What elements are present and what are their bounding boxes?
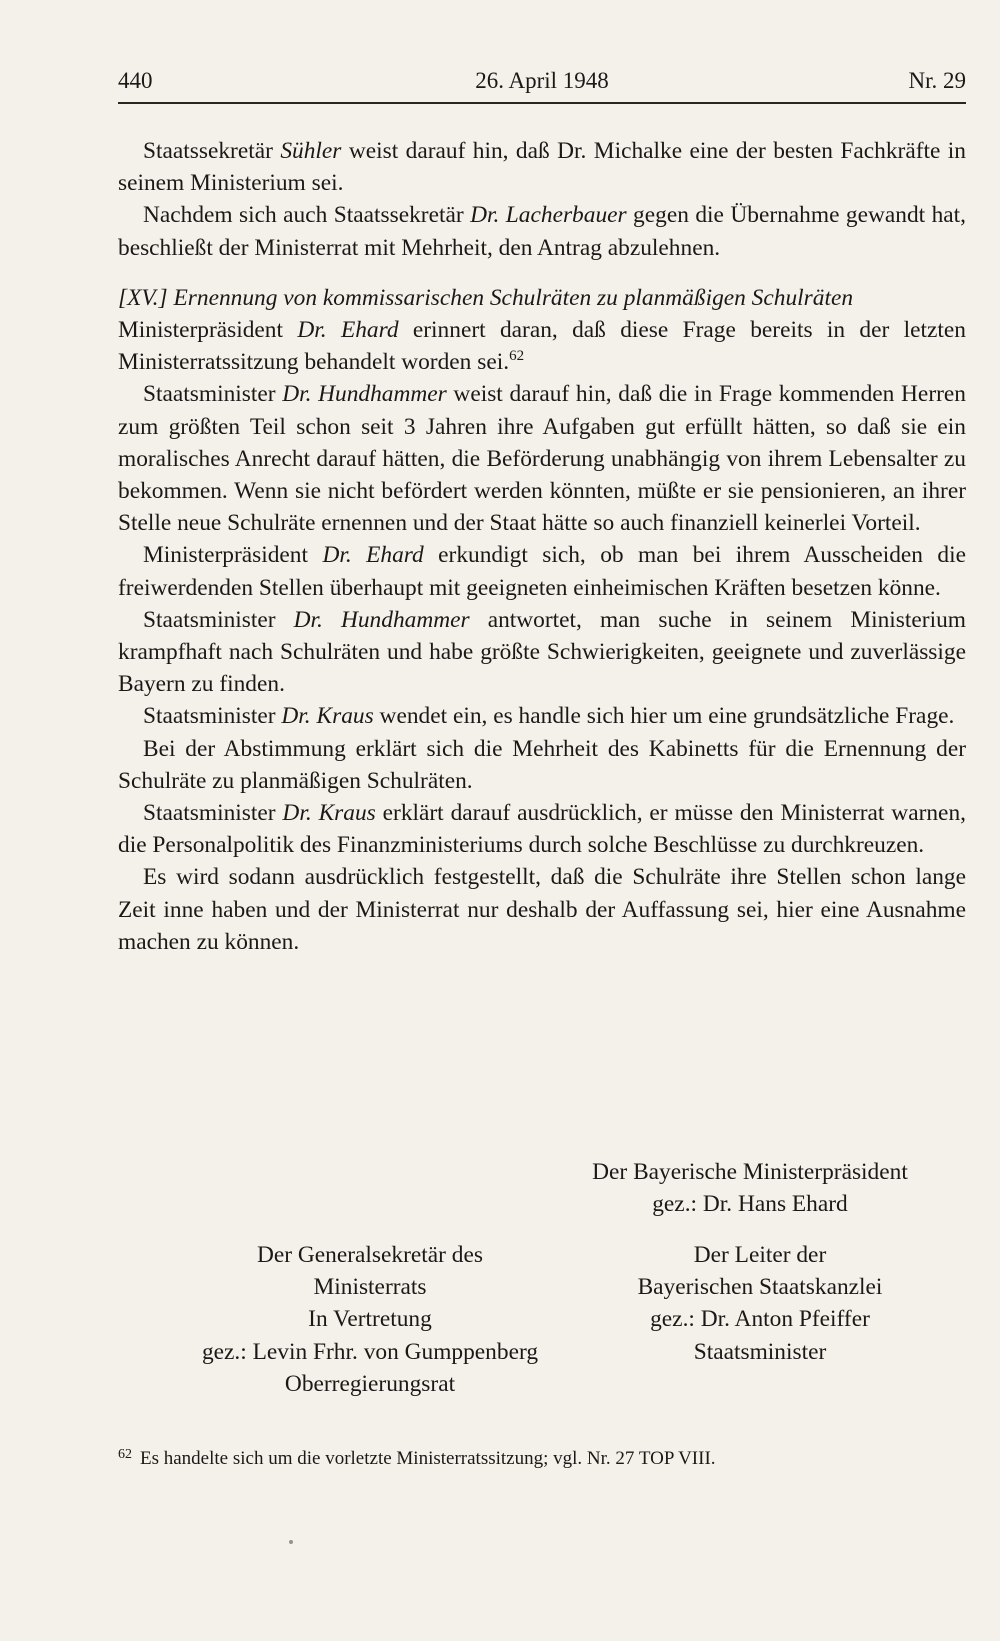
document-body xyxy=(118,135,966,958)
speaker-title: Dr. xyxy=(281,703,311,730)
speaker-name: Hundhammer xyxy=(340,606,470,633)
speaker-title: Dr. xyxy=(297,317,327,344)
footnote-ref: 62 xyxy=(509,348,525,365)
issue-number: Nr. 29 xyxy=(908,68,966,93)
speaker-title: Dr. xyxy=(470,202,500,229)
paragraph-lacherbauer: Nachdem sich auch Staatssekretär Dr. Lacherbauer gegen die Übernahme gewandt hat, beschließt der Ministerrat mit Mehrheit, den Antrag abzulehnen. xyxy=(118,202,966,261)
paragraph-suhler: Staatssekretär Sühler weist darauf hin, daß Dr. Michalke eine der besten Fachkräfte in seinem Ministerium sei. xyxy=(118,138,966,197)
section-heading xyxy=(118,282,966,314)
speaker-name: Sühler xyxy=(280,138,342,164)
paragraph-ehard-1: Ministerpräsident Dr. Ehard erinnert daran, daß diese Frage bereits in der letzten Ministerratssitzung behandelt worden sei.$^{62}$ xyxy=(118,317,966,376)
paper-speck xyxy=(289,1540,293,1544)
speaker-name: Lacherbauer xyxy=(505,202,627,229)
speaker-title: Dr. xyxy=(282,381,312,408)
speaker-name: Kraus xyxy=(318,800,376,827)
paragraph-ehard-2: Ministerpräsident Dr. Ehard erkundigt sich, ob man bei ihrem Ausscheiden die freiwerdenden Stellen überhaupt mit geeigneten einheimischen Kräften besetzen könne. xyxy=(118,542,966,601)
paragraph-vote: Bei der Abstimmung erklärt sich die Mehrheit des Kabinetts für die Ernennung der Schulräte zu planmäßigen Schulräten. xyxy=(118,735,966,794)
signature-president: Der Bayerische Ministerpräsident gez.: Dr. Hans Ehard xyxy=(592,1159,908,1218)
signature-secretary: Der Generalsekretär des Ministerrats In Vertretung gez.: Levin Frhr. von Gumppenberg Oberregierungsrat xyxy=(201,1242,539,1397)
footnote-text: Es handelte sich um die vorletzte Ministerratssitzung; vgl. Nr. 27 TOP VIII. xyxy=(140,1448,716,1469)
signature-chancellery: Der Leiter der Bayerischen Staatskanzlei gez.: Dr. Anton Pfeiffer Staatsminister xyxy=(637,1242,883,1365)
page-header xyxy=(118,62,966,104)
paragraph-conclusion: Es wird sodann ausdrücklich festgestellt, daß die Schulräte ihre Stellen schon lange Zeit inne haben und der Ministerrat nur deshalb der Auffassung sei, hier eine Ausnahme machen zu können. xyxy=(118,864,966,955)
speaker-name: Kraus xyxy=(316,703,374,730)
speaker-name: Hundhammer xyxy=(318,381,447,408)
speaker-title: Dr. xyxy=(322,542,352,569)
section-title: Ernennung von kommissarischen Schulräten zu planmäßigen Schulräten xyxy=(173,284,854,311)
page-number: 440 xyxy=(118,68,153,93)
footnote-number: 62 xyxy=(118,1447,132,1462)
section-number: [XV.] xyxy=(118,284,168,311)
paragraph-hundhammer-2: Staatsminister Dr. Hundhammer antwortet, man suche in seinem Ministerium krampfhaft nach Schulräten und habe größte Schwierigkeiten, geeignete und zuverlässige Bayern zu finden. xyxy=(118,606,966,698)
paragraph-kraus-2: Staatsminister Dr. Kraus erklärt darauf ausdrücklich, er müsse den Ministerrat warnen, die Personalpolitik des Finanzministeriums durch solche Beschlüsse zu durchkreuzen. xyxy=(118,800,966,859)
footnote xyxy=(118,1446,966,1472)
speaker-title: Dr. xyxy=(293,606,323,633)
speaker-name: Ehard xyxy=(340,317,399,344)
paragraph-hundhammer-1: Staatsminister Dr. Hundhammer weist darauf hin, daß die in Frage kommenden Herren zum größten Teil schon seit 3 Jahren ihre Aufgaben gut erfüllt hätten, so daß sie ein moralisches Anrecht darauf hätten, die Beförderung unabhängig von ihrem Lebensalter zu bekommen. Wenn sie nicht befördert werden könnten, müßte er sie pensionieren, an ihrer Stelle neue Schulräte ernennen und der Staat hätte so auch finanziell keinerlei Vorteil. xyxy=(118,381,966,537)
paragraph-kraus-1: Staatsminister Dr. Kraus wendet ein, es handle sich hier um eine grundsätzliche Frage. xyxy=(143,703,955,730)
speaker-title: Dr. xyxy=(282,800,312,827)
header-date: 26. April 1948 xyxy=(475,68,609,93)
speaker-name: Ehard xyxy=(366,542,424,569)
